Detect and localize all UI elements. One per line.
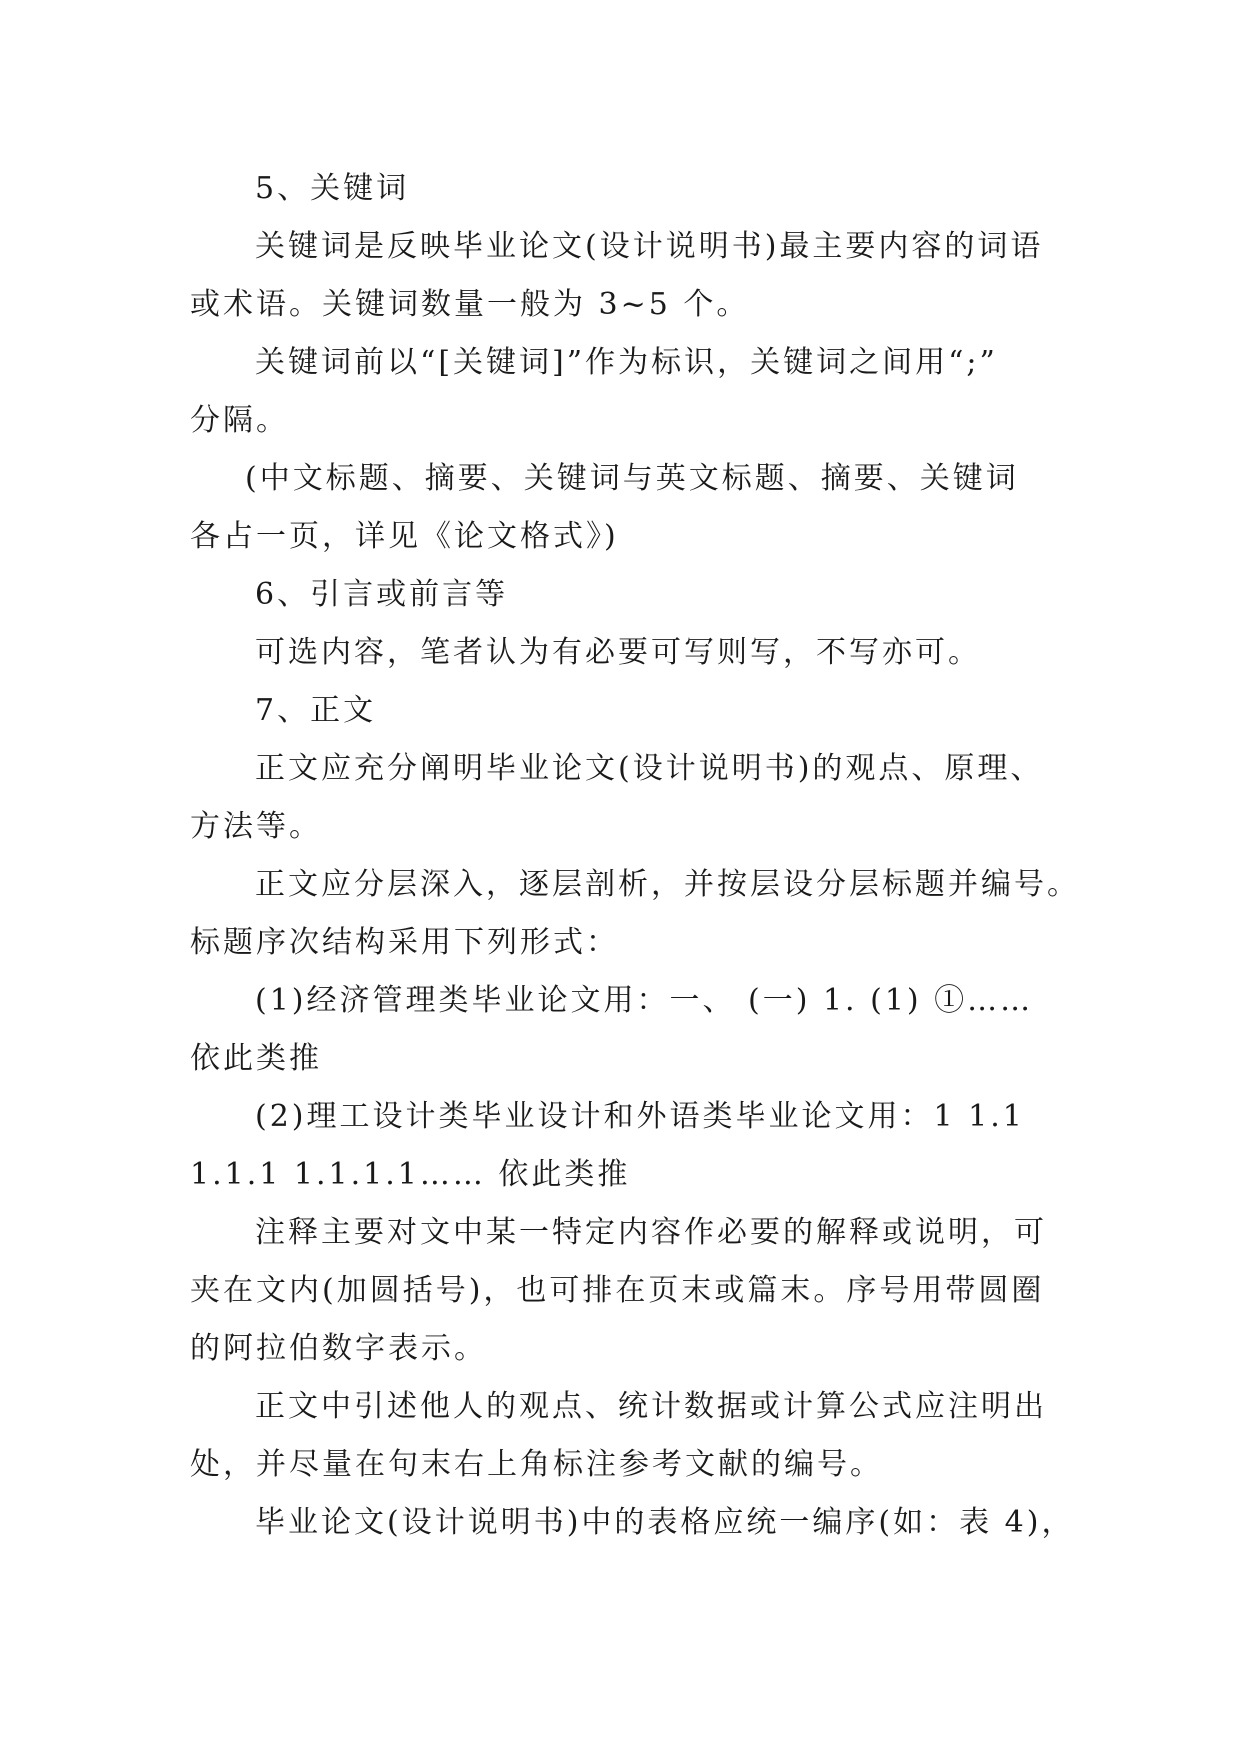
paragraph-line: 标题序次结构采用下列形式：: [190, 925, 619, 960]
paragraph-line: 毕业论文(设计说明书)中的表格应统一编序(如：表 4)，: [255, 1505, 1075, 1540]
paragraph-line: 正文应分层深入，逐层剖析，并按层设分层标题并编号。: [255, 867, 1080, 902]
paragraph-line: 分隔。: [190, 403, 289, 438]
paragraph-line: 处，并尽量在句末右上角标注参考文献的编号。: [190, 1447, 883, 1482]
paragraph-line: 的阿拉伯数字表示。: [190, 1331, 487, 1366]
paragraph-line: 或术语。关键词数量一般为 3~5 个。: [190, 287, 750, 322]
paragraph-line: 注释主要对文中某一特定内容作必要的解释或说明，可: [255, 1215, 1047, 1250]
paragraph-line: 方法等。: [190, 809, 322, 844]
section-heading-introduction: 6、引言或前言等: [255, 577, 509, 612]
paragraph-line: 各占一页，详见《论文格式》): [190, 519, 619, 554]
paragraph-line: 关键词是反映毕业论文(设计说明书)最主要内容的词语: [255, 229, 1044, 264]
section-heading-body: 7、正文: [255, 693, 377, 728]
list-item: (2)理工设计类毕业设计和外语类毕业论文用：1 1.1: [255, 1099, 1025, 1134]
paragraph-line: 1.1.1 1.1.1.1…… 依此类推: [190, 1157, 631, 1192]
paragraph-line: (中文标题、摘要、关键词与英文标题、摘要、关键词: [245, 461, 1019, 496]
section-heading-keywords: 5、关键词: [255, 171, 410, 206]
paragraph-line: 依此类推: [190, 1041, 322, 1076]
paragraph-line: 夹在文内(加圆括号)，也可排在页末或篇末。序号用带圆圈: [190, 1273, 1045, 1308]
paragraph-line: 正文中引述他人的观点、统计数据或计算公式应注明出: [255, 1389, 1047, 1424]
list-item: (1)经济管理类毕业论文用：一、 (一) 1. (1) ①……: [255, 983, 1034, 1018]
paragraph-line: 正文应充分阐明毕业论文(设计说明书)的观点、原理、: [255, 751, 1044, 786]
paragraph-line: 可选内容，笔者认为有必要可写则写，不写亦可。: [255, 635, 981, 670]
paragraph-line: 关键词前以“[关键词]”作为标识，关键词之间用“;”: [255, 345, 998, 380]
body-text: [190, 160, 1080, 1552]
